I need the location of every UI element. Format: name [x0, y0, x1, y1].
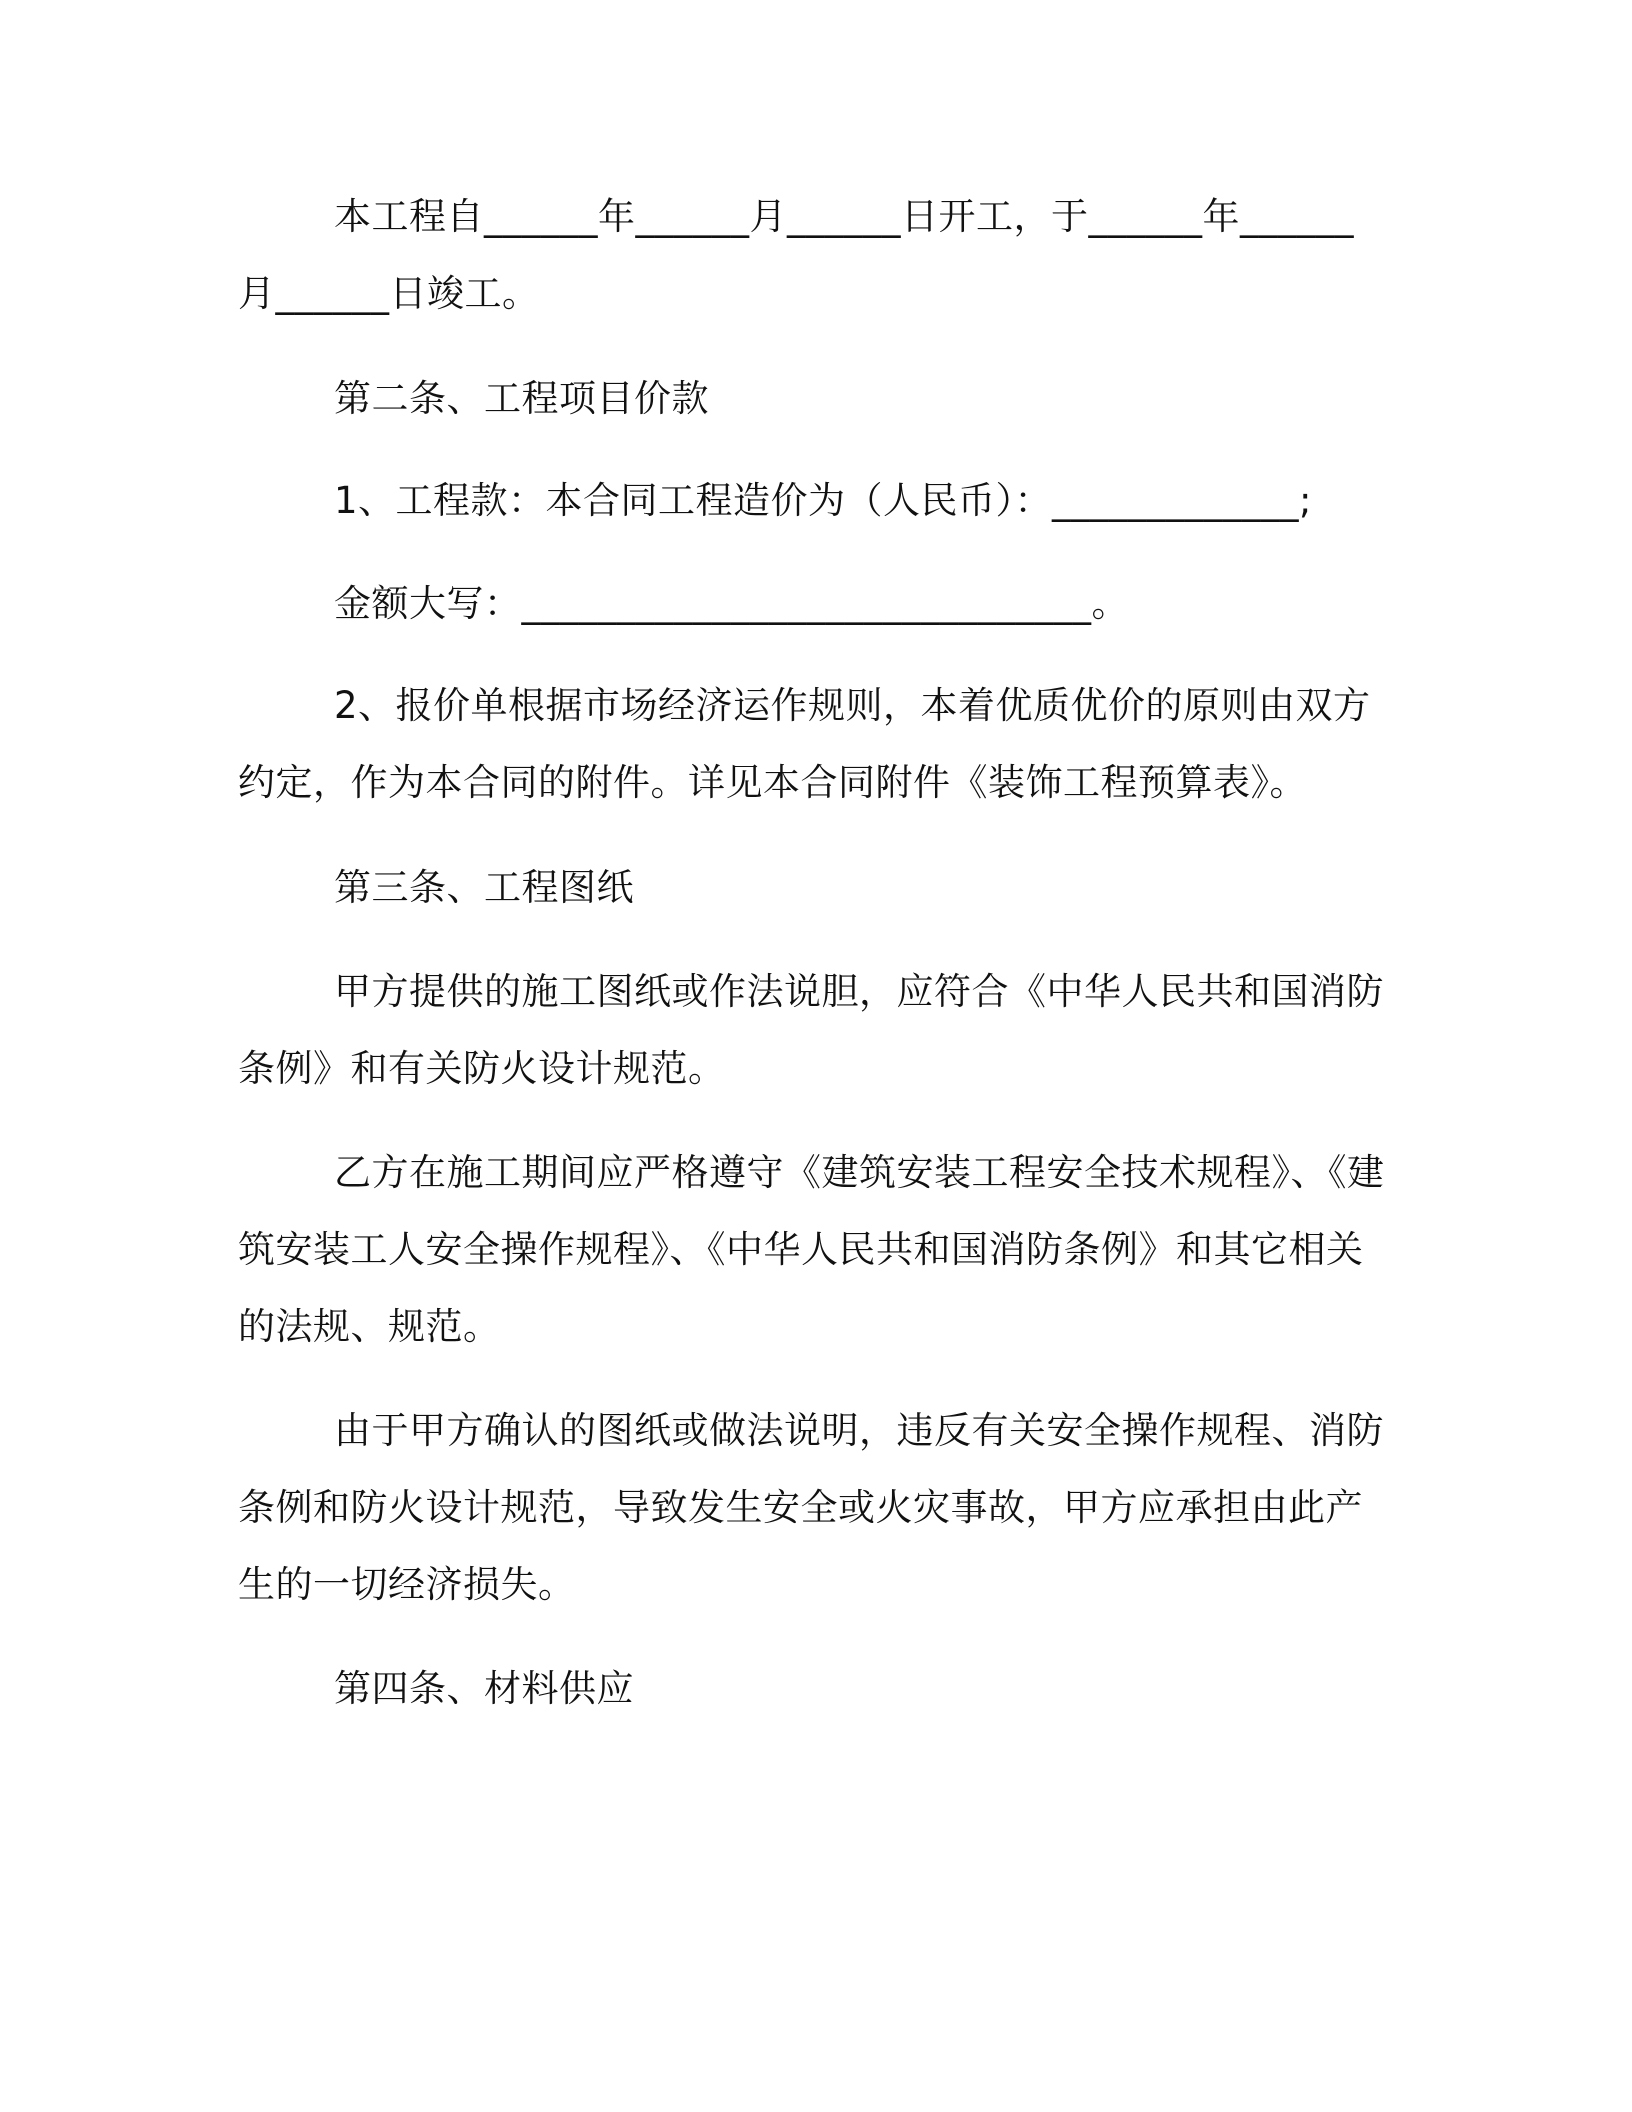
paragraph-quotation: 2、报价单根据市场经济运作规则，本着优质优价的原则由双方约定，作为本合同的附件。详见本合同附件《装饰工程预算表》。	[238, 684, 1371, 804]
paragraph-drawings-compliance: 甲方提供的施工图纸或作法说胆，应符合《中华人民共和国消防条例》和有关防火设计规范。	[238, 970, 1384, 1090]
heading-article-two: 第二条、工程项目价款	[334, 377, 709, 420]
paragraph-construction-period: 本工程自______年______月______日开工，于______年______月______日竣工。	[238, 195, 1354, 315]
heading-article-three: 第三条、工程图纸	[334, 866, 634, 909]
paragraph-liability: 由于甲方确认的图纸或做法说明，违反有关安全操作规程、消防条例和防火设计规范，导致发生安全或火灾事故，甲方应承担由此产生的一切经济损失。	[238, 1409, 1384, 1606]
paragraph-amount-in-words: 金额大写：______________________________。	[334, 582, 1129, 625]
paragraph-contract-price: 1、工程款：本合同工程造价为（人民币）：_____________;	[334, 479, 1313, 522]
heading-article-four: 第四条、材料供应	[334, 1667, 634, 1710]
paragraph-safety-regulations: 乙方在施工期间应严格遵守《建筑安装工程安全技术规程》、《建筑安装工人安全操作规程》、《中华人民共和国消防条例》和其它相关的法规、规范。	[238, 1151, 1385, 1348]
